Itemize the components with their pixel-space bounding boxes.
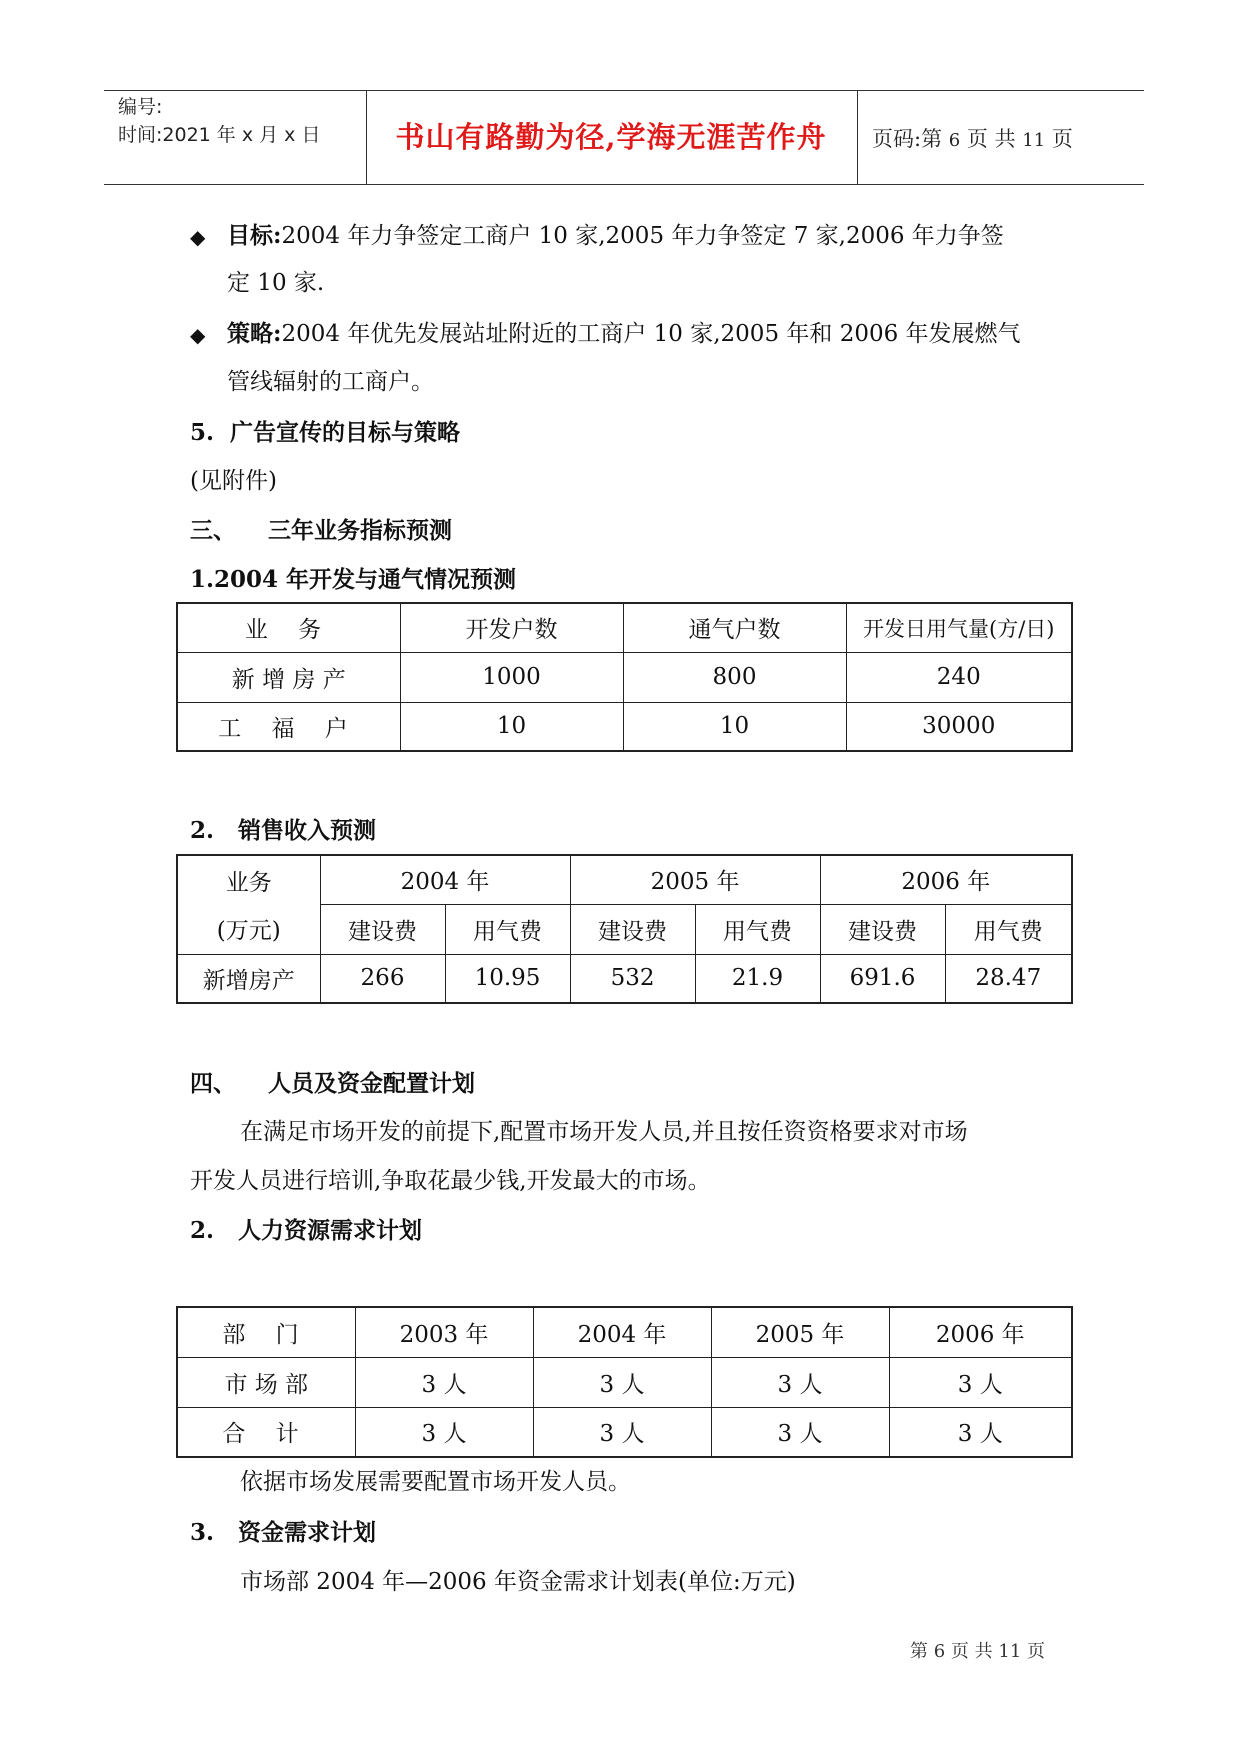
header-meta <box>118 93 320 149</box>
table-header-cell: 2004 年 <box>533 1307 711 1357</box>
table-cell: 工 福 户 <box>177 702 400 751</box>
header-page-number: 页码:第 6 页 共 11 页 <box>872 127 1073 151</box>
page-header <box>104 90 1144 185</box>
table-subheader-cell: 建设费 <box>570 904 695 954</box>
bullet-strategy-line1: 策略:2004 年优先发展站址附近的工商户 10 家,2005 年和 2006 年发展燃气 <box>227 320 1021 347</box>
table-cell: 10.95 <box>445 954 570 1003</box>
table-cell: 28.47 <box>945 954 1072 1003</box>
bullet-strategy-line2: 管线辐射的工商户。 <box>227 369 434 395</box>
table-cell: 30000 <box>846 702 1072 751</box>
table-cell: 新增房产 <box>177 954 320 1003</box>
table-year-cell: 2006 年 <box>820 855 1072 904</box>
table-cell: 10 <box>400 702 623 751</box>
section-heading-ad: 5. 广告宣传的目标与策略 <box>190 419 461 446</box>
fund-note: 市场部 2004 年—2006 年资金需求计划表(单位:万元) <box>240 1569 796 1595</box>
table-cell: 3 人 <box>889 1357 1072 1407</box>
table-header-cell: 开发户数 <box>400 603 623 652</box>
section-heading-sales: 2. 销售收入预测 <box>190 817 377 844</box>
diamond-bullet-icon: ◆ <box>190 323 206 347</box>
table-header-row <box>177 855 1072 904</box>
table-cell: 3 人 <box>711 1357 889 1407</box>
table-cell: 266 <box>320 954 445 1003</box>
table-header-cell: 2005 年 <box>711 1307 889 1357</box>
hr-plan-table <box>176 1306 1073 1458</box>
hr-note: 依据市场发展需要配置市场开发人员。 <box>240 1469 631 1495</box>
ad-note: (见附件) <box>190 468 277 494</box>
table-cell: 合 计 <box>177 1407 355 1457</box>
table-year-cell: 2005 年 <box>570 855 820 904</box>
table-cell: 1000 <box>400 652 623 702</box>
table-header-cell: 2006 年 <box>889 1307 1072 1357</box>
paragraph-line2: 开发人员进行培训,争取花最少钱,开发最大的市场。 <box>190 1168 711 1194</box>
table-subheader-cell: 用气费 <box>945 904 1072 954</box>
table-cell: 市 场 部 <box>177 1357 355 1407</box>
table-cell: 10 <box>623 702 846 751</box>
table-row <box>177 652 1072 702</box>
table-cell: 21.9 <box>695 954 820 1003</box>
paragraph-line1: 在满足市场开发的前提下,配置市场开发人员,并且按任资资格要求对市场 <box>240 1119 968 1145</box>
table-cell: 691.6 <box>820 954 945 1003</box>
table-header-cell: 2003 年 <box>355 1307 533 1357</box>
serial-label: 编号: <box>118 96 163 118</box>
table-row <box>177 954 1072 1003</box>
page-footer: 第 6 页 共 11 页 <box>910 1641 1046 1662</box>
table-subheader-cell: 建设费 <box>320 904 445 954</box>
table-header-cell: 通气户数 <box>623 603 846 652</box>
header-motto: 书山有路勤为径,学海无涯苦作舟 <box>395 120 827 154</box>
table-cell: 240 <box>846 652 1072 702</box>
dev-table-title: 1.2004 年开发与通气情况预测 <box>190 566 517 593</box>
section-heading-four: 四、 人员及资金配置计划 <box>190 1070 476 1097</box>
table-subheader-row <box>177 904 1072 954</box>
table-year-cell: 2004 年 <box>320 855 570 904</box>
section-heading-fund: 3. 资金需求计划 <box>190 1519 377 1546</box>
table-corner-cell: 业务 <box>177 855 320 904</box>
table-subheader-cell: 建设费 <box>820 904 945 954</box>
table-cell: 3 人 <box>889 1407 1072 1457</box>
table-corner-cell: (万元) <box>177 904 320 954</box>
table-subheader-cell: 用气费 <box>695 904 820 954</box>
time-label: 时间:2021 年 x 月 x 日 <box>118 124 321 146</box>
table-header-row <box>177 1307 1072 1357</box>
section-heading-hr: 2. 人力资源需求计划 <box>190 1217 423 1244</box>
table-cell: 新 增 房 产 <box>177 652 400 702</box>
table-row <box>177 1357 1072 1407</box>
bullet-goal-line2: 定 10 家. <box>227 270 325 296</box>
diamond-bullet-icon: ◆ <box>190 225 206 249</box>
table-cell: 532 <box>570 954 695 1003</box>
table-cell: 800 <box>623 652 846 702</box>
table-header-cell: 开发日用气量(方/日) <box>846 603 1072 652</box>
bullet-goal-line1: 目标:2004 年力争签定工商户 10 家,2005 年力争签定 7 家,2006 年力争签 <box>227 222 1004 249</box>
table-row <box>177 702 1072 751</box>
section-heading-three: 三、 三年业务指标预测 <box>190 517 453 544</box>
sales-forecast-table <box>176 854 1073 1004</box>
table-cell: 3 人 <box>711 1407 889 1457</box>
table-cell: 3 人 <box>355 1357 533 1407</box>
table-cell: 3 人 <box>533 1407 711 1457</box>
table-header-row <box>177 603 1072 652</box>
dev-forecast-table <box>176 602 1073 752</box>
header-divider <box>857 91 858 184</box>
table-cell: 3 人 <box>355 1407 533 1457</box>
table-header-cell: 部 门 <box>177 1307 355 1357</box>
table-subheader-cell: 用气费 <box>445 904 570 954</box>
table-cell: 3 人 <box>533 1357 711 1407</box>
table-row <box>177 1407 1072 1457</box>
table-header-cell: 业 务 <box>177 603 400 652</box>
